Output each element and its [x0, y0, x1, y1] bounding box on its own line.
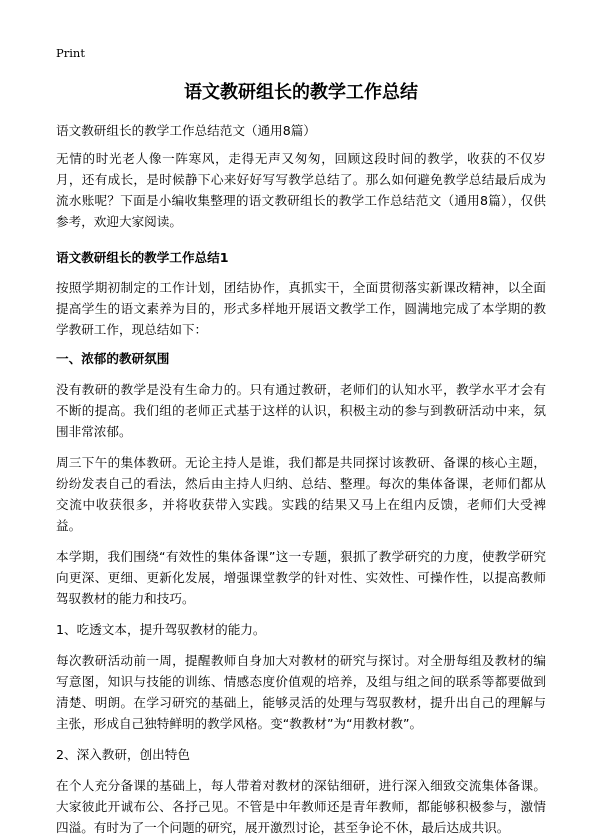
intro-paragraph: 无情的时光老人像一阵寒风，走得无声又匆匆，回顾这段时间的教学，收获的不仅岁月，还有成长，是时候静下心来好好写写教学总结了。那么如何避免教学总结最后成为流水账呢？下面是小编收集整理的语文教研组长的教学工作总结范文（通用8篇），仅供参考，欢迎大家阅读。: [56, 151, 546, 229]
print-link[interactable]: Print: [56, 46, 85, 60]
page-title: 语文教研组长的教学工作总结: [184, 82, 418, 103]
item2-heading: 2、深入教研，创出特色: [56, 747, 190, 762]
part1-paragraph-3: 本学期，我们围绕“有效性的集体备课”这一专题，狠抓了教学研究的力度，使教学研究向更深、更细、更新化发展，增强课堂教学的针对性、实效性、可操作性，以提高教师驾驭教材的能力和技巧。: [56, 549, 546, 606]
section1-intro-paragraph: 按照学期初制定的工作计划，团结协作，真抓实干，全面贯彻落实新课改精神，以全面提高学生的语文素养为目的，形式多样地开展语文教学工作，圆满地完成了本学期的教学教研工作，现总结如下：: [56, 280, 546, 337]
part1-paragraph-1: 没有教研的教学是没有生命力的。只有通过教研，老师们的认知水平，教学水平才会有不断的提高。我们组的老师正式基于这样的认识，积极主动的参与到教研活动中来，氛围非常浓郁。: [56, 382, 546, 439]
item1-heading: 1、吃透文本，提升驾驭教材的能力。: [56, 622, 266, 637]
part1-heading: 一、浓郁的教研氛围: [56, 351, 170, 366]
item1-paragraph: 每次教研活动前一周，提醒教师自身加大对教材的研究与探讨。对全册每组及教材的编写意图，知识与技能的训练、情感态度价值观的培养，及组与组之间的联系等都要做到清楚、明朗。在学习研究的基础上，能够灵活的处理与驾驭教材，提升出自己的理解与主张，形成自己独特鲜明的教学风格。变“教教材”为“用教材教”。: [56, 653, 546, 731]
section1-heading: 语文教研组长的教学工作总结1: [56, 250, 229, 265]
document-subtitle: 语文教研组长的教学工作总结范文（通用8篇）: [56, 123, 316, 138]
part1-paragraph-2: 周三下午的集体教研。无论主持人是谁，我们都是共同探讨该教研、备课的核心主题，纷纷发表自己的看法，然后由主持人归纳、总结、整理。每次的集体备课，老师们都从交流中收获很多，并将收获带入实践。实践的结果又马上在组内反馈，老师们大受裨益。: [56, 455, 546, 533]
item2-paragraph: 在个人充分备课的基础上，每人带着对教材的深钻细研，进行深入细致交流集体备课。大家彼此开诚布公、各抒己见。不管是中年教师还是青年教师，都能够积极参与，激情四溢。有时为了一个问题的研究，展开激烈讨论，甚至争论不休，最后达成共识。: [56, 778, 546, 835]
